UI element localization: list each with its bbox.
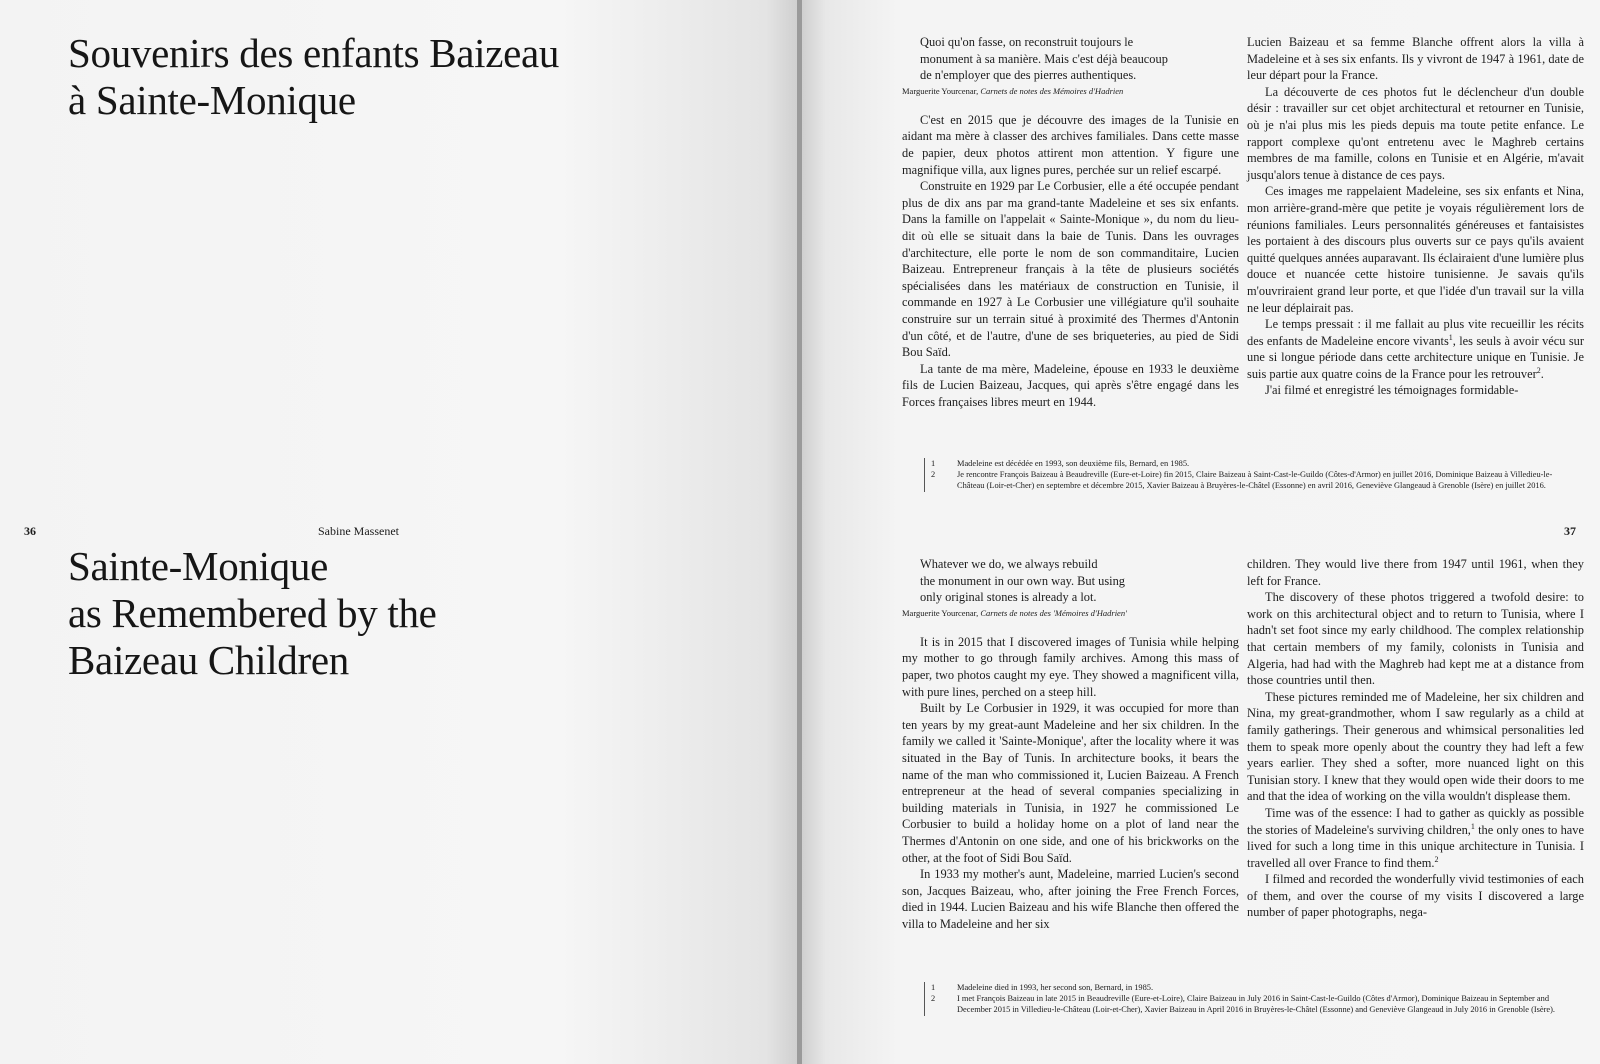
footnote-number: 1 — [931, 983, 936, 992]
footnote — [931, 469, 1571, 491]
paragraph-text: , les seuls à avoir vécu sur une si longue période dans cette architecture unique en Tunisie. Je suis partie aux quatre coins de la France pour les retrouver — [1247, 333, 1584, 381]
title-english-line: Sainte-Monique — [68, 543, 328, 589]
page-number-left: 36 — [24, 524, 36, 538]
footnote — [931, 993, 1571, 1015]
title-english-line: Baizeau Children — [68, 637, 349, 683]
paragraph: In 1933 my mother's aunt, Madeleine, married Lucien's second son, Jacques Baizeau, who, after joining the Free French Forces, died in 1944. Lucien Baizeau and his wife Blanche then offered the villa to Madeleine and her six — [902, 867, 1239, 931]
paragraph-text: the only ones to have lived for such a long time in this unique architecture in Tunisia. I travelled all over France to find them. — [1247, 822, 1584, 870]
paragraph: I filmed and recorded the wonderfully vivid testimonies of each of them, and over the course of my visits I discovered a large number of paper photographs, nega- — [1247, 872, 1584, 920]
author-name: Sabine Massenet — [318, 524, 399, 538]
footnote-text: Madeleine died in 1993, her second son, Bernard, in 1985. — [957, 983, 1154, 992]
epigraph-author: Marguerite Yourcenar, — [902, 85, 979, 96]
english-columns — [902, 556, 1584, 977]
paragraph — [1247, 316, 1584, 382]
paragraph: J'ai filmé et enregistré les témoignages formidable- — [1265, 383, 1519, 398]
paragraph: children. They would live there from 1947 until 1961, when they left for France. — [1247, 557, 1584, 588]
footnote-ref: 2 — [1536, 365, 1541, 375]
english-text-block — [902, 556, 1584, 977]
title-french-line: à Sainte-Monique — [68, 77, 356, 123]
paragraph: Built by Le Corbusier in 1929, it was occupied for more than ten years by my great-aunt Madeleine and her six children. In the family we called it 'Sainte-Monique', after the locality where it was situated in the Bay of Tunis. In architecture books, it bears the name of the man who commissioned it, Lucien Baizeau. A French entrepreneur at the head of several companies specializing in building materials in Tunisia, in 1927 he commissioned Le Corbusier to build a holiday home on a plot of land near the Thermes d'Antonin on one side, and one of his brickworks on the other, at the foot of Sidi Bou Saïd. — [902, 701, 1239, 865]
paragraph-text: . — [1540, 366, 1544, 381]
footnote-ref: 1 — [1448, 332, 1453, 342]
footnote — [931, 458, 1571, 469]
title-english — [68, 543, 437, 684]
footnote-number: 1 — [931, 459, 936, 468]
footnote-text: Madeleine est décédée en 1993, son deuxième fils, Bernard, en 1985. — [957, 459, 1190, 468]
epigraph-source — [902, 606, 1239, 620]
french-text-block — [902, 34, 1584, 455]
paragraph: The discovery of these photos triggered a twofold desire: to work on this architectural object and to return to Tunisia, where I hadn't set foot since my early childhood. The complex relationship that certain members of my family, colonists in Tunisia and Algeria, had had with the Maghreb had kept me at a distance from those countries until then. — [1247, 590, 1584, 688]
french-columns — [902, 34, 1584, 455]
title-french-line: Souvenirs des enfants Baizeau — [68, 30, 560, 76]
paragraph-text: Time was of the essence: I had to gather as quickly as possible the stories of Madeleine's surviving children, — [1247, 805, 1584, 837]
epigraph-text: Quoi qu'on fasse, on reconstruit toujours le monument à sa manière. Mais c'est déjà beaucoup de n'employer que des pierres authentiques. — [920, 35, 1168, 83]
footnote-ref: 1 — [1470, 821, 1475, 831]
left-page — [0, 0, 798, 1064]
epigraph-work: Carnets de notes des 'Mémoires d'Hadrien' — [980, 607, 1127, 618]
footnotes-english — [924, 982, 1571, 1016]
footnote-number: 2 — [931, 470, 936, 480]
paragraph: Lucien Baizeau et sa femme Blanche offrent alors la villa à Madeleine et à ses six enfants. Ils y vivront de 1947 à 1961, date de leur départ pour la France. — [1247, 35, 1584, 83]
paragraph: La découverte de ces photos fut le déclencheur d'un double désir : travailler sur cet objet architectural et retourner en Tunisie, où je n'ai plus mis les pieds depuis ma toute petite enfance. Le rapport complexe qu'ont entretenu avec le Maghreb certains membres de ma famille, colons en Tunisie et en Algérie, m'avait jusqu'alors tenue à distance de ces pays. — [1247, 84, 1584, 182]
footnote-text: Je rencontre François Baizeau à Beaudreville (Eure-et-Loire) fin 2015, Claire Baizeau à Saint-Cast-le-Guildo (Côtes-d'Armor) en juillet 2016, Dominique Baizeau à Villedieu-le-Château (Loir-et-Cher) en septembre et décembre 2015, Xavier Baizeau à Bruyères-le-Châtel (Essonne) en avril 2016, Geneviève Glangeaud à Grenoble (Isère) en juillet 2016. — [957, 470, 1553, 491]
paragraph: These pictures reminded me of Madeleine, her six children and Nina, my great-grandmother, whom I saw regularly as a child at family gatherings. Their generous and whimsical personalities led them to speak more openly about the country they had left a few years earlier. They shed a softer, more nuanced light on this Tunisian story. I knew that they would open wide their doors to me and that the idea of working on the villa wouldn't displease them. — [1247, 689, 1584, 804]
footnote-text: I met François Baizeau in late 2015 in Beaudreville (Eure-et-Loire), Claire Baizeau in July 2016 in Saint-Cast-le-Guildo (Côtes d'Armor), Dominique Baizeau in September and December 2015 in Villedieu-le-Château (Loir-et-Cher), Xavier Baizeau in April 2016 in Bruyères-le-Châtel (Essonne) and Geneviève Glangeaud in July 2016 in Grenoble (Isère). — [957, 994, 1556, 1015]
page-number-right: 37 — [1564, 524, 1576, 538]
paragraph: It is in 2015 that I discovered images of Tunisia while helping my mother to go through family archives. Among this mass of paper, two photos caught my eye. They showed a magnificent villa, with pure lines, perched on a steep hill. — [902, 634, 1239, 699]
epigraph-source — [902, 84, 1239, 98]
title-english-line: as Remembered by the — [68, 590, 437, 636]
paragraph: Construite en 1929 par Le Corbusier, elle a été occupée pendant plus de dix ans par ma grand-tante Madeleine et ses six enfants. Dans la famille on l'appelait « Sainte-Monique », du nom du lieu-dit où elle se situait dans la baie de Tunis. Dans les ouvrages d'architecture, elle porte le nom de son commanditaire, Lucien Baizeau. Entrepreneur français à la tête de plusieurs sociétés spécialisées dans les matériaux de construction en Tunisie, il commande en 1927 à Le Corbusier une villégiature qu'il souhaite construire sur un terrain situé à proximité des Thermes d'Antonin d'un côté, et de l'autre, d'une de ses briqueteries, au pied de Sidi Bou Saïd. — [902, 179, 1239, 360]
footnote-number: 2 — [931, 994, 936, 1004]
paragraph — [1247, 805, 1584, 871]
title-french — [68, 30, 559, 124]
footnotes-french — [924, 458, 1571, 492]
epigraph-english — [902, 556, 1239, 620]
epigraph-work: Carnets de notes des Mémoires d'Hadrien — [980, 85, 1124, 96]
paragraph-text: Le temps pressait : il me fallait au plus vite recueillir les récits des enfants de Madeleine encore vivants — [1247, 317, 1584, 348]
right-page — [802, 0, 1600, 1064]
epigraph-french — [902, 34, 1239, 98]
footnote-ref: 2 — [1434, 854, 1439, 864]
epigraph-author: Marguerite Yourcenar, — [902, 607, 979, 618]
epigraph-text: Whatever we do, we always rebuild the monument in our own way. But using only original stones is already a lot. — [920, 557, 1126, 605]
paragraph: Ces images me rappelaient Madeleine, ses six enfants et Nina, mon arrière-grand-mère que petite je voyais régulièrement lors de réunions familiales. Leurs personnalités généreuses et fantaisistes les portaient à des discours plus ouverts sur ce pays qu'ils avaient quitté quelques années auparavant. Ils éclairaient d'une lumière plus douce et nuancée cette histoire tunisienne. Je savais qu'ils m'ouvriraient grand leur porte, et que l'idée d'un travail sur la villa ne leur déplairait pas. — [1247, 184, 1584, 315]
paragraph: La tante de ma mère, Madeleine, épouse en 1933 le deuxième fils de Lucien Baizeau, Jacques, qui après s'être engagé dans les Forces françaises libres meurt en 1944. — [902, 361, 1239, 409]
footnote — [931, 982, 1571, 993]
paragraph: C'est en 2015 que je découvre des images de la Tunisie en aidant ma mère à classer des archives familiales. Dans cette masse de papier, deux photos attirent mon attention. Y figure une magnifique villa, aux lignes pures, perchée sur un relief escarpé. — [902, 112, 1239, 177]
